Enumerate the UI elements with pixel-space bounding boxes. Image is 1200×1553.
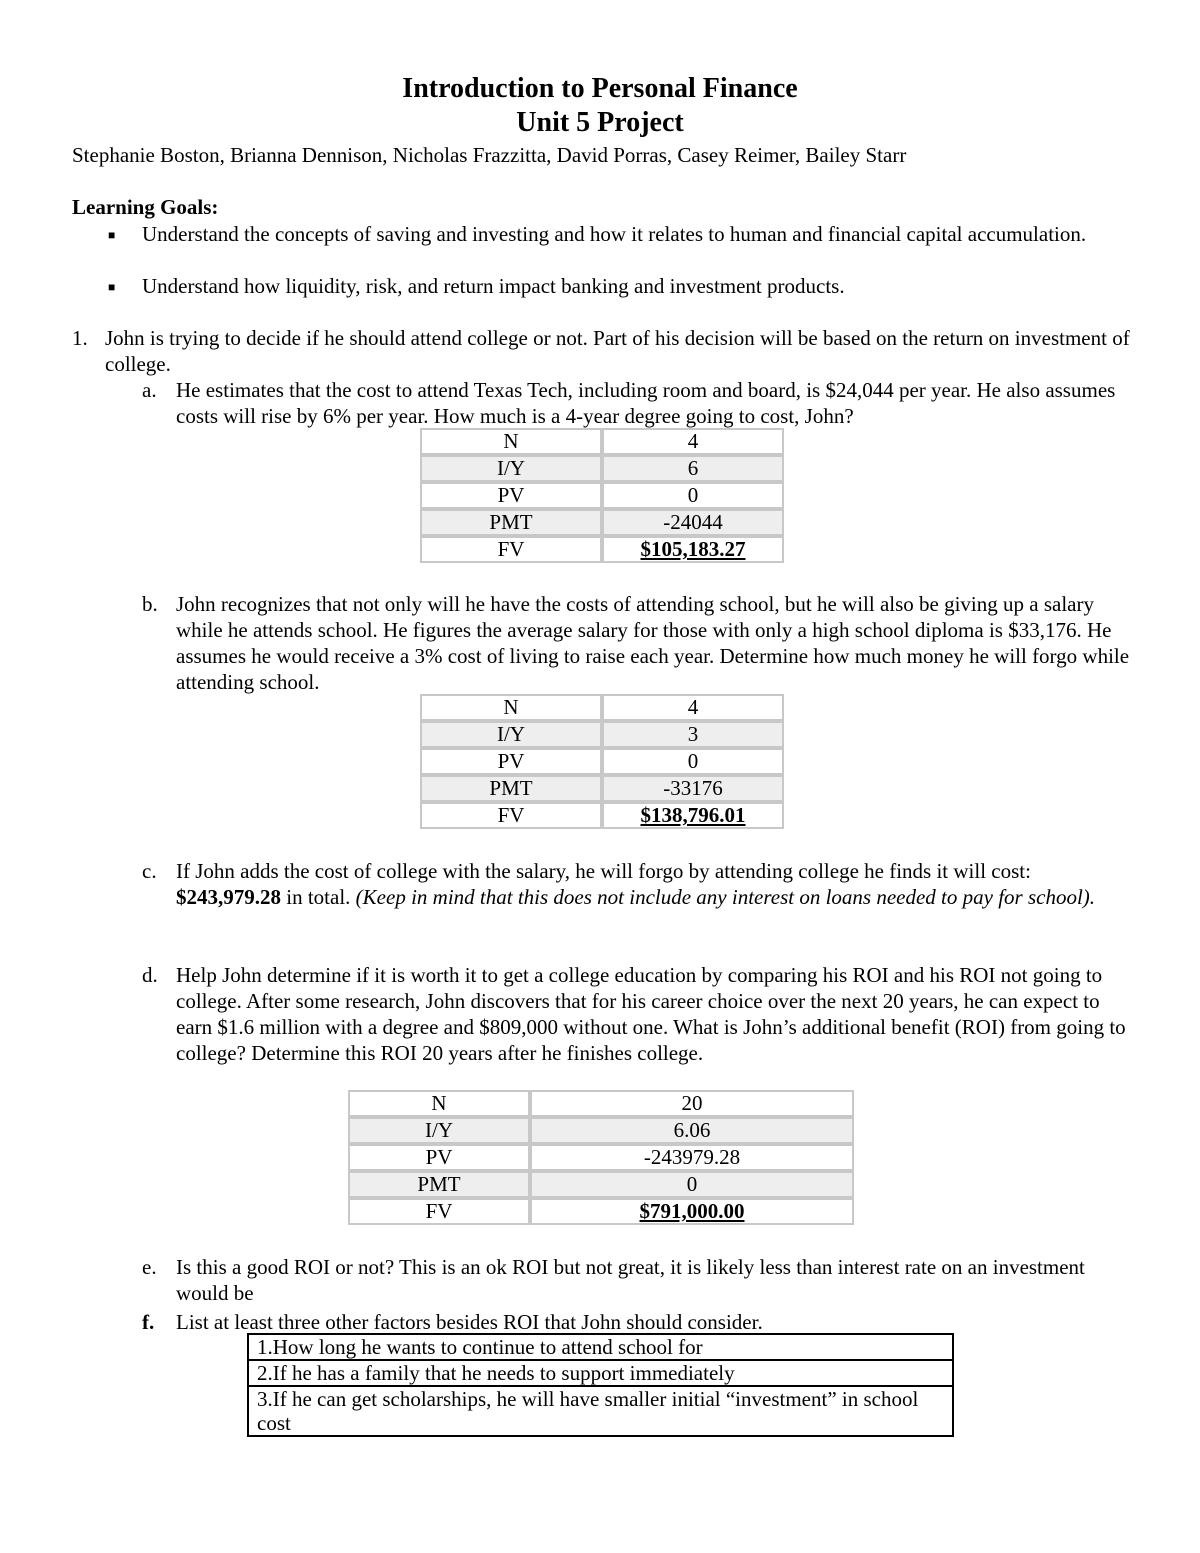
row-value: 0 [602,482,784,509]
subquestion-letter: b. [142,592,158,616]
row-label: N [420,428,602,455]
subquestion-e-text: Is this a good ROI or not? This is an ok ROI but not great, it is likely less than interest rate on an investment would be [176,1255,1085,1305]
table-row [420,721,784,748]
row-label: PV [420,482,602,509]
question-text: John is trying to decide if he should attend college or not. Part of his decision will be based on the return on investment of college. [105,326,1130,376]
row-label: FV [348,1198,530,1225]
answer-value-text: $791,000.00 [639,1199,745,1223]
learning-goal-item: Understand the concepts of saving and investing and how it relates to human and financial capital accumulation. [142,222,1087,246]
answer-value-text: $138,796.01 [640,803,746,827]
document-title: Introduction to Personal Finance [402,73,798,104]
row-label: PV [420,748,602,775]
table-row [420,775,784,802]
subquestion-a-text: He estimates that the cost to attend Texas Tech, including room and board, is $24,044 per year. He also assumes costs will rise by 6% per year. How much is a 4-year degree going to cost, John? [176,378,1116,428]
table-row [420,748,784,775]
bullet-icon: ■ [108,280,116,294]
row-label: FV [420,802,602,829]
calculator-table-d [348,1090,854,1225]
row-label: FV [420,536,602,563]
learning-goals-heading: Learning Goals: [72,195,219,219]
table-row [420,428,784,455]
table-row [420,536,784,563]
row-value: 4 [602,694,784,721]
loan-note: (Keep in mind that this does not include any interest on loans needed to pay for school). [355,885,1096,909]
calculator-table-a [420,428,784,563]
factor-cell: 2.If he has a family that he needs to support immediately [248,1360,953,1386]
table-row [420,455,784,482]
row-label: N [348,1090,530,1117]
subquestion-b-text: John recognizes that not only will he have the costs of attending school, but he will also be giving up a salary while he attends school. He figures the average salary for those with only a high school diploma is $33,176. He assumes he would receive a 3% cost of living to raise each year. Determine how much money he will forgo while attending school. [176,592,1130,694]
table-row [420,694,784,721]
subquestion-letter: a. [142,378,157,402]
bullet-icon: ■ [108,228,116,242]
row-label: I/Y [420,721,602,748]
factors-table [247,1333,954,1437]
table-row [348,1171,854,1198]
row-value: 4 [602,428,784,455]
table-row [420,802,784,829]
subquestion-d-text: Help John determine if it is worth it to get a college education by comparing his ROI and his ROI not going to college. After some research, John discovers that for his career choice over the next 20 years, he can expect to earn $1.6 million with a degree and $809,000 without one. What is John’s additional benefit (ROI) from going to college? Determine this ROI 20 years after he finishes college. [176,963,1126,1065]
row-label: N [420,694,602,721]
factor-cell: 1.How long he wants to continue to attend school for [248,1334,953,1360]
row-value: -33176 [602,775,784,802]
row-value: 0 [530,1171,854,1198]
row-value: 0 [602,748,784,775]
total-cost-amount: $243,979.28 [176,885,281,909]
c-text-after: in total. [281,885,351,909]
row-label: I/Y [420,455,602,482]
row-value: 3 [602,721,784,748]
authors-line: Stephanie Boston, Brianna Dennison, Nicholas Frazzitta, David Porras, Casey Reimer, Bailey Starr [72,143,907,167]
question-number: 1. [72,326,88,350]
answer-value [602,802,784,829]
answer-value [602,536,784,563]
answer-value-text: $105,183.27 [640,537,746,561]
row-value: 6.06 [530,1117,854,1144]
table-row [348,1198,854,1225]
table-row [248,1386,953,1436]
factor-cell: 3.If he can get scholarships, he will have smaller initial “investment” in school cost [248,1386,953,1436]
table-row [420,482,784,509]
c-text-before: If John adds the cost of college with the salary, he will forgo by attending college he finds it will cost: [176,859,1031,883]
row-label: PMT [420,509,602,536]
table-row [248,1334,953,1360]
subquestion-letter: f. [142,1310,155,1334]
row-label: PV [348,1144,530,1171]
row-label: PMT [420,775,602,802]
calculator-table-b [420,694,784,829]
table-row [348,1117,854,1144]
table-row [348,1144,854,1171]
table-row [348,1090,854,1117]
table-row [420,509,784,536]
row-value: 6 [602,455,784,482]
learning-goal-item: Understand how liquidity, risk, and return impact banking and investment products. [142,274,845,298]
subquestion-letter: c. [142,859,157,883]
row-value: -24044 [602,509,784,536]
row-label: PMT [348,1171,530,1198]
table-row [248,1360,953,1386]
row-value: 20 [530,1090,854,1117]
document-subtitle: Unit 5 Project [516,107,684,138]
subquestion-f-text: List at least three other factors besides ROI that John should consider. [176,1310,763,1334]
subquestion-letter: e. [142,1255,157,1279]
answer-value [530,1198,854,1225]
row-label: I/Y [348,1117,530,1144]
subquestion-c-text [176,858,1111,910]
subquestion-letter: d. [142,963,158,987]
row-value: -243979.28 [530,1144,854,1171]
